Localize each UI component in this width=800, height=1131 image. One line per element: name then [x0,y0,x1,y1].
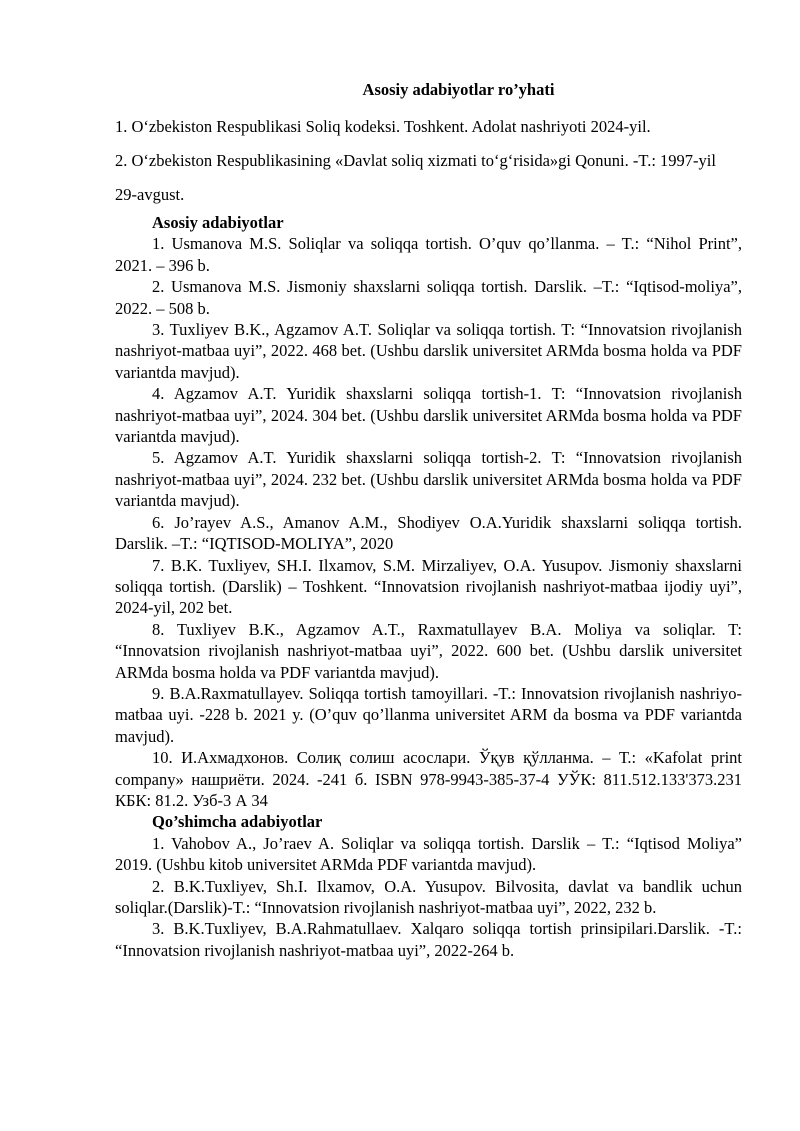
main-literature-heading: Asosiy adabiyotlar [152,213,284,232]
reference-item: 7. B.K. Tuxliyev, SH.I. Ilxamov, S.M. Mirzaliyev, O.A. Yusupov. Jismoniy shaxslarni soliqqa tortish. (Darslik) – Toshkent. “Innovatsion rivojlanish nashriyot-matbaa ijodiy uyi”, 2024-yil, 202 bet. [115,555,742,618]
reference-item: 5. Agzamov A.T. Yuridik shaxslarni soliqqa tortish-2. T: “Innovatsion rivojlanish nashriyot-matbaa uyi”, 2024. 232 bet. (Ushbu darslik universitet ARMda bosma holda va PDF variantda mavjud). [115,448,742,511]
additional-literature-heading: Qo’shimcha adabiyotlar [152,812,323,832]
reference-item: 3. B.K.Tuxliyev, B.A.Rahmatullaev. Xalqaro soliqqa tortish prinsipilari.Darslik. -T.: “Innovatsion rivojlanish nashriyot-matbaa uyi”, 2022-264 b. [115,919,742,960]
reference-item: 6. Jo’rayev A.S., Amanov A.M., Shodiyev O.A.Yuridik shaxslarni soliqqa tortish. Darslik. –T.: “IQTISOD-MOLIYA”, 2020 [115,512,742,554]
law-item: 2. O‘zbekiston Respublikasining «Davlat soliq xizmati to‘g‘risida»gi Qonuni. -T.: 1997-yil 29-avgust. [115,151,716,204]
main-literature-list [115,233,742,811]
reference-item: 4. Agzamov A.T. Yuridik shaxslarni soliqqa tortish-1. T: “Innovatsion rivojlanish nashriyot-matbaa uyi”, 2024. 304 bet. (Ushbu darslik universitet ARMda bosma holda va PDF variantda mavjud). [115,384,742,447]
reference-item: 10. И.Ахмадхонов. Солиқ солиш асослари. Ўқув қўлланма. – Т.: «Kafolat print company» нашриёти. 2024. -241 б. ISBN 978-9943-385-37-4 УЎК: 811.512.133'373.231 КБК: 81.2. Узб-3 А 34 [115,748,742,810]
reference-item: 8. Tuxliyev B.K., Agzamov A.T., Raxmatullayev B.A. Moliya va soliqlar. T: “Innovatsion rivojlanish nashriyot-matbaa uyi”, 2022. 600 bet. (Ushbu darslik universitet ARMda bosma holda va PDF variantda mavjud). [115,619,742,682]
laws-list [115,110,742,212]
additional-literature-list [115,833,742,961]
reference-item: 9. B.A.Raxmatullayev. Soliqqa tortish tamoyillari. -T.: Innovatsion rivojlanish nashriyo-matbaa uyi. -228 b. 2021 y. (O’quv qo’llanma universitet ARM da bosma va PDF variantda mavjud). [115,683,742,746]
law-item: 1. O‘zbekiston Respublikasi Soliq kodeksi. Toshkent. Adolat nashriyoti 2024-yil. [115,117,651,136]
reference-item: 1. Usmanova M.S. Soliqlar va soliqqa tortish. O’quv qo’llanma. – T.: “Nihol Print”, 2021. – 396 b. [115,234,742,275]
page-title: Asosiy adabiyotlar ro’yhati [362,80,555,99]
document-page [115,78,742,961]
reference-item: 1. Vahobov A., Jo’raev A. Soliqlar va soliqqa tortish. Darslik – T.: “Iqtisod Moliya” 2019. (Ushbu kitob universitet ARMda PDF variantda mavjud). [115,833,742,875]
reference-item: 3. Tuxliyev B.K., Agzamov A.T. Soliqlar va soliqqa tortish. T: “Innovatsion rivojlanish nashriyot-matbaa uyi”, 2022. 468 bet. (Ushbu darslik universitet ARMda bosma holda va PDF variantda mavjud). [115,320,742,382]
reference-item: 2. B.K.Tuxliyev, Sh.I. Ilxamov, O.A. Yusupov. Bilvosita, davlat va bandlik uchun soliqlar.(Darslik)-T.: “Innovatsion rivojlanish nashriyot-matbaa uyi”, 2022, 232 b. [115,876,742,917]
reference-item: 2. Usmanova M.S. Jismoniy shaxslarni soliqqa tortish. Darslik. –T.: “Iqtisod-moliya”, 2022. – 508 b. [115,277,742,318]
